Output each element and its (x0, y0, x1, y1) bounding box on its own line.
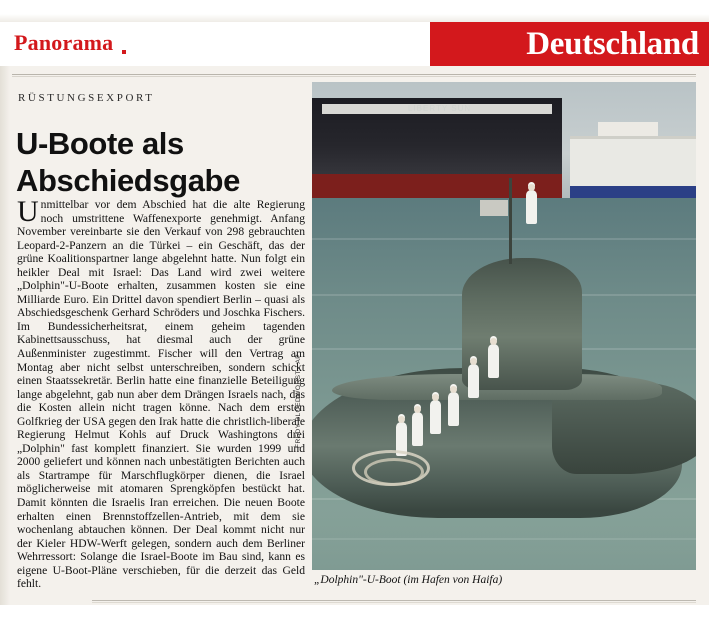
article-body-text: nmittelbar vor dem Abschied hat die alte Regierung noch umstrittene Waffenexporte genehmigt. Anfang November vereinbarte sie den Verkauf von 298 gebrauchten Leopard-2-Panzern an die Türkei – ein Geschäft, das der grüne Koalitionspartner lange abgelehnt hatte. Nun folgt ein heikler Deal mit Israel: Das Land wird zwei weitere „Dolphin"-U-Boote erhalten, zusammen kosten sie eine Milliarde Euro. Ein Drittel davon spendiert Berlin – quasi als Abschiedsgeschenk Gerhard Schröders und Joschka Fischers. Im Bundessicherheitsrat, einem geheim tagenden Kabinettsausschuss, hat diesmal auch der grüne Außenminister zugestimmt. Fischer will den Vertrag am Montag aber nicht selbst unterschreiben, sondern schickt einen Staatssekretär. Berlin hatte eine finanzielle Beteiligung lange abgelehnt, gab nun aber dem Drängen Israels nach, das die Kosten allein nicht tragen könne. Nach dem ersten Golfkrieg der USA gegen den Irak hatte die christlich-liberale Regierung Helmut Kohls auf Druck Washingtons drei „Dolphin" fast komplett finanziert. Sie wurden 1999 und 2000 geliefert und können nach unbestätigten Berichten auch als Startrampe für Marschflugkörper dienen, die Israel möglicherweise mit atomaren Sprengköpfen bestückt hat. Damit könnten die Israelis Iran erreichen. Die neuen Boote erhalten einen Brennstoffzellen-Antrieb, mit dem sie wochenlang abtauchen können. Der Deal kommt nicht nur der Kieler HDW-Werft gelegen, sondern auch dem Berliner Wehrressort: Solange die Israel-Boote im Bau sind, kann es eigene U-Boot-Pläne verschieben, für die derzeit das Geld fehlt. (17, 198, 305, 591)
article-kicker: RÜSTUNGSEXPORT (18, 92, 155, 104)
cargo-ship-name-text: LIBERTY SUN (408, 104, 472, 113)
article-photo (312, 82, 696, 570)
patrol-boat-blue-stripe (570, 186, 696, 198)
submarine-flag (480, 200, 508, 216)
sailor-figure (412, 412, 423, 446)
cargo-ship-hull (312, 174, 562, 200)
sailor-figure (526, 190, 537, 224)
water-ripple (312, 238, 696, 240)
header-divider-line (12, 74, 696, 75)
page-top-shade (0, 14, 709, 22)
page-bottom-margin (0, 605, 709, 621)
photo-bottom-gradient (312, 510, 696, 570)
sailor-figure (488, 344, 499, 378)
mooring-rope (364, 458, 424, 486)
photo-caption: „Dolphin"-U-Boot (im Hafen von Haifa) (314, 574, 503, 586)
article-body (17, 195, 305, 591)
sailor-figure (468, 364, 479, 398)
article-dropcap: U (17, 195, 39, 228)
masthead-red-block (430, 22, 709, 66)
masthead (0, 22, 709, 66)
submarine-mast (509, 178, 512, 264)
header-divider-line-shadow (12, 76, 696, 77)
section-country-title: Deutschland (526, 26, 699, 62)
page-left-edge (0, 66, 10, 606)
section-label-panorama: Panorama (14, 30, 114, 55)
photo-credit: FREDY BLOEDWORST / AP (295, 353, 302, 448)
sailor-figure (448, 392, 459, 426)
article-headline: U-Boote als Abschiedsgabe (16, 125, 240, 198)
footer-divider-line (92, 600, 696, 601)
submarine-sail-tower (462, 258, 582, 390)
footer-divider-line-shadow (92, 602, 696, 603)
sailor-figure (430, 400, 441, 434)
section-label-dot (122, 50, 126, 54)
